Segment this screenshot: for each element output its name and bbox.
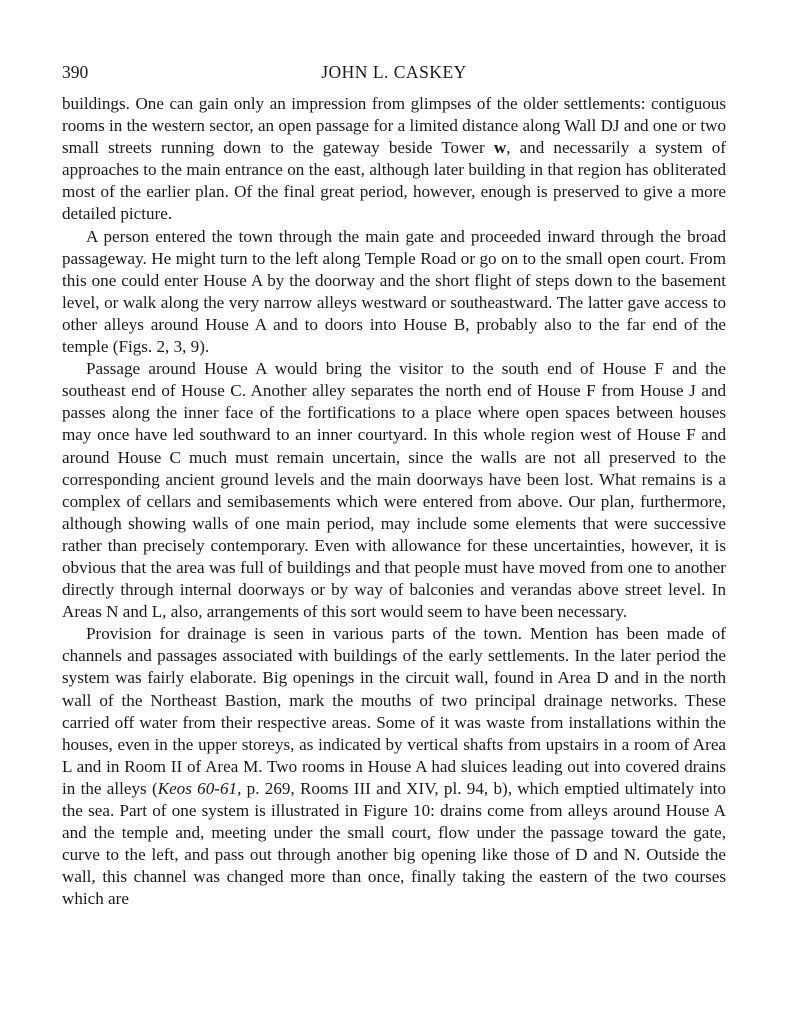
tower-w-label: w	[493, 138, 507, 158]
document-page	[62, 58, 726, 910]
paragraph-1	[62, 93, 726, 226]
paragraph-1-part-a: buildings. One can gain only an impression from glimpses of the older settlements: contiguous rooms in the western sector, an open passage for a limited distance along Wall DJ and one or two small streets running down to the gateway beside Tower	[62, 94, 726, 158]
body-text	[62, 93, 726, 910]
paragraph-3: Passage around House A would bring the visitor to the south end of House F and the southeast end of House C. Another alley separates the north end of House F from House J and passes along the inner face of the fortifications to a place where open spaces between houses may once have led southward to an inner courtyard. In this whole region west of House F and around House C much must remain uncertain, since the walls are not all preserved to the corresponding ancient ground levels and the main doorways have been lost. What remains is a complex of cellars and semibasements which were entered from above. Our plan, furthermore, although showing walls of one main period, may include some elements that were successive rather than precisely contemporary. Even with allowance for these uncertainties, however, it is obvious that the area was full of buildings and that people must have moved from one to another directly through internal doorways or by way of balconies and verandas above street level. In Areas N and L, also, arrangements of this sort would seem to have been necessary.	[62, 359, 726, 622]
paragraph-4-part-a: Provision for drainage is seen in various parts of the town. Mention has been made of channels and passages associated with buildings of the early settlements. In the later period the system was fairly elaborate. Big openings in the circuit wall, found in Area D and in the north wall of the Northeast Bastion, mark the mouths of two principal drainage networks. These carried off water from their respective areas. Some of it was waste from installations within the houses, even in the upper storeys, as indicated by vertical shafts from upstairs in a room of Area L and in Room II of Area M. Two rooms in House A had sluices leading out into covered drains in the alleys (	[62, 624, 726, 798]
page-header	[62, 58, 726, 88]
paragraph-2: A person entered the town through the main gate and proceeded inward through the broad passageway. He might turn to the left along Temple Road or go on to the small open court. From this one could enter House A by the doorway and the short flight of steps down to the basement level, or walk along the very narrow alleys westward or southeastward. The latter gave access to other alleys around House A and to doors into House B, probably also to the far end of the temple (Figs. 2, 3, 9).	[62, 226, 726, 357]
page-number: 390	[62, 62, 89, 82]
paragraph-4	[62, 623, 726, 910]
paragraph-1-part-b: , and necessarily a system of approaches to the main entrance on the east, although later building in that region has obliterated most of the earlier plan. Of the final great period, however, enough is preserved to give a more detailed picture.	[62, 138, 726, 224]
running-title: JOHN L. CASKEY	[321, 62, 467, 82]
keos-citation: Keos 60-61,	[157, 778, 242, 798]
paragraph-4-part-b: p. 269, Rooms III and XIV, pl. 94, b), which emptied ultimately into the sea. Part of one system is illustrated in Figure 10: drains come from alleys around House A and the temple and, meeting under the small court, flow under the passage toward the gate, curve to the left, and pass out through another big opening like those of D and N. Outside the wall, this channel was changed more than once, finally taking the eastern of the two courses which are	[62, 778, 726, 909]
